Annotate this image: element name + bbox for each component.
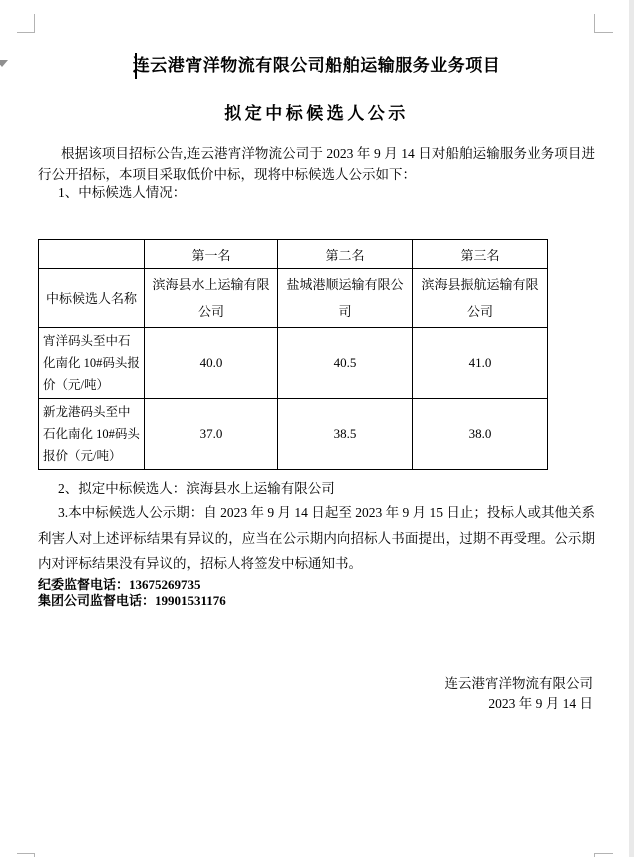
- signature-block: [38, 674, 595, 714]
- row-label-candidate-name: 中标候选人名称: [39, 269, 145, 328]
- intro-paragraph: 根据该项目招标公告,连云港宵洋物流公司于 2023 年 9 月 14 日对船舶运输服务业务项目进行公开招标，本项目采取低价中标，现将中标候选人公示如下：: [38, 146, 595, 182]
- margin-crop-mark-bottom-right: [594, 853, 613, 857]
- list-item-3-paragraph: 3.本中标候选人公示期：自 2023 年 9 月 14 日起至 2023 年 9 月 15 日止；投标人或其他关系利害人对上述评标结果有异议的，应当在公示期内向招标人书面提出，过期不再受理。公示期内对评标结果没有异议的，招标人将签发中标通知书。: [38, 505, 595, 571]
- signature-company: 连云港宵洋物流有限公司: [444, 676, 593, 691]
- list-item-2: 2、拟定中标候选人：滨海县水上运输有限公司: [58, 481, 335, 496]
- row-label-price-xinlonggang: 新龙港码头至中石化南化 10#码头报价（元/吨）: [39, 399, 145, 470]
- collapse-heading-arrow-icon[interactable]: [0, 60, 8, 67]
- table-row: [39, 399, 548, 470]
- header-cell-rank1: 第一名: [145, 240, 278, 269]
- table-header-row: [39, 240, 548, 269]
- price-cell: 38.5: [278, 399, 413, 470]
- page-right-edge-background: [629, 0, 634, 857]
- price-cell: 38.0: [413, 399, 548, 470]
- candidate-2-name: 盐城港顺运输有限公司: [278, 269, 413, 328]
- candidate-3-name: 滨海县振航运输有限公司: [413, 269, 548, 328]
- header-cell-empty: [39, 240, 145, 269]
- supervision-phones: [38, 577, 595, 608]
- price-cell: 40.5: [278, 328, 413, 399]
- signature-date: 2023 年 9 月 14 日: [488, 696, 593, 711]
- row-label-price-xiaoyang: 宵洋码头至中石化南化 10#码头报价（元/吨）: [39, 328, 145, 399]
- table-row: [39, 328, 548, 399]
- price-cell: 41.0: [413, 328, 548, 399]
- list-item-1: 1、中标候选人情况：: [58, 185, 187, 200]
- margin-crop-mark-top-left: [17, 14, 35, 33]
- document-title: 连云港宵洋物流有限公司船舶运输服务业务项目: [132, 56, 501, 75]
- candidate-1-name: 滨海县水上运输有限公司: [145, 269, 278, 328]
- price-cell: 37.0: [145, 399, 278, 470]
- header-cell-rank3: 第三名: [413, 240, 548, 269]
- margin-crop-mark-top-right: [594, 14, 613, 33]
- document-subtitle: 拟定中标候选人公示: [224, 104, 409, 123]
- price-cell: 40.0: [145, 328, 278, 399]
- margin-crop-mark-bottom-left: [17, 853, 35, 857]
- bid-candidates-table: [38, 239, 548, 470]
- discipline-phone-line: 纪委监督电话：13675269735: [38, 577, 201, 592]
- header-cell-rank2: 第二名: [278, 240, 413, 269]
- table-row: [39, 269, 548, 328]
- group-phone-line: 集团公司监督电话：19901531176: [38, 592, 226, 608]
